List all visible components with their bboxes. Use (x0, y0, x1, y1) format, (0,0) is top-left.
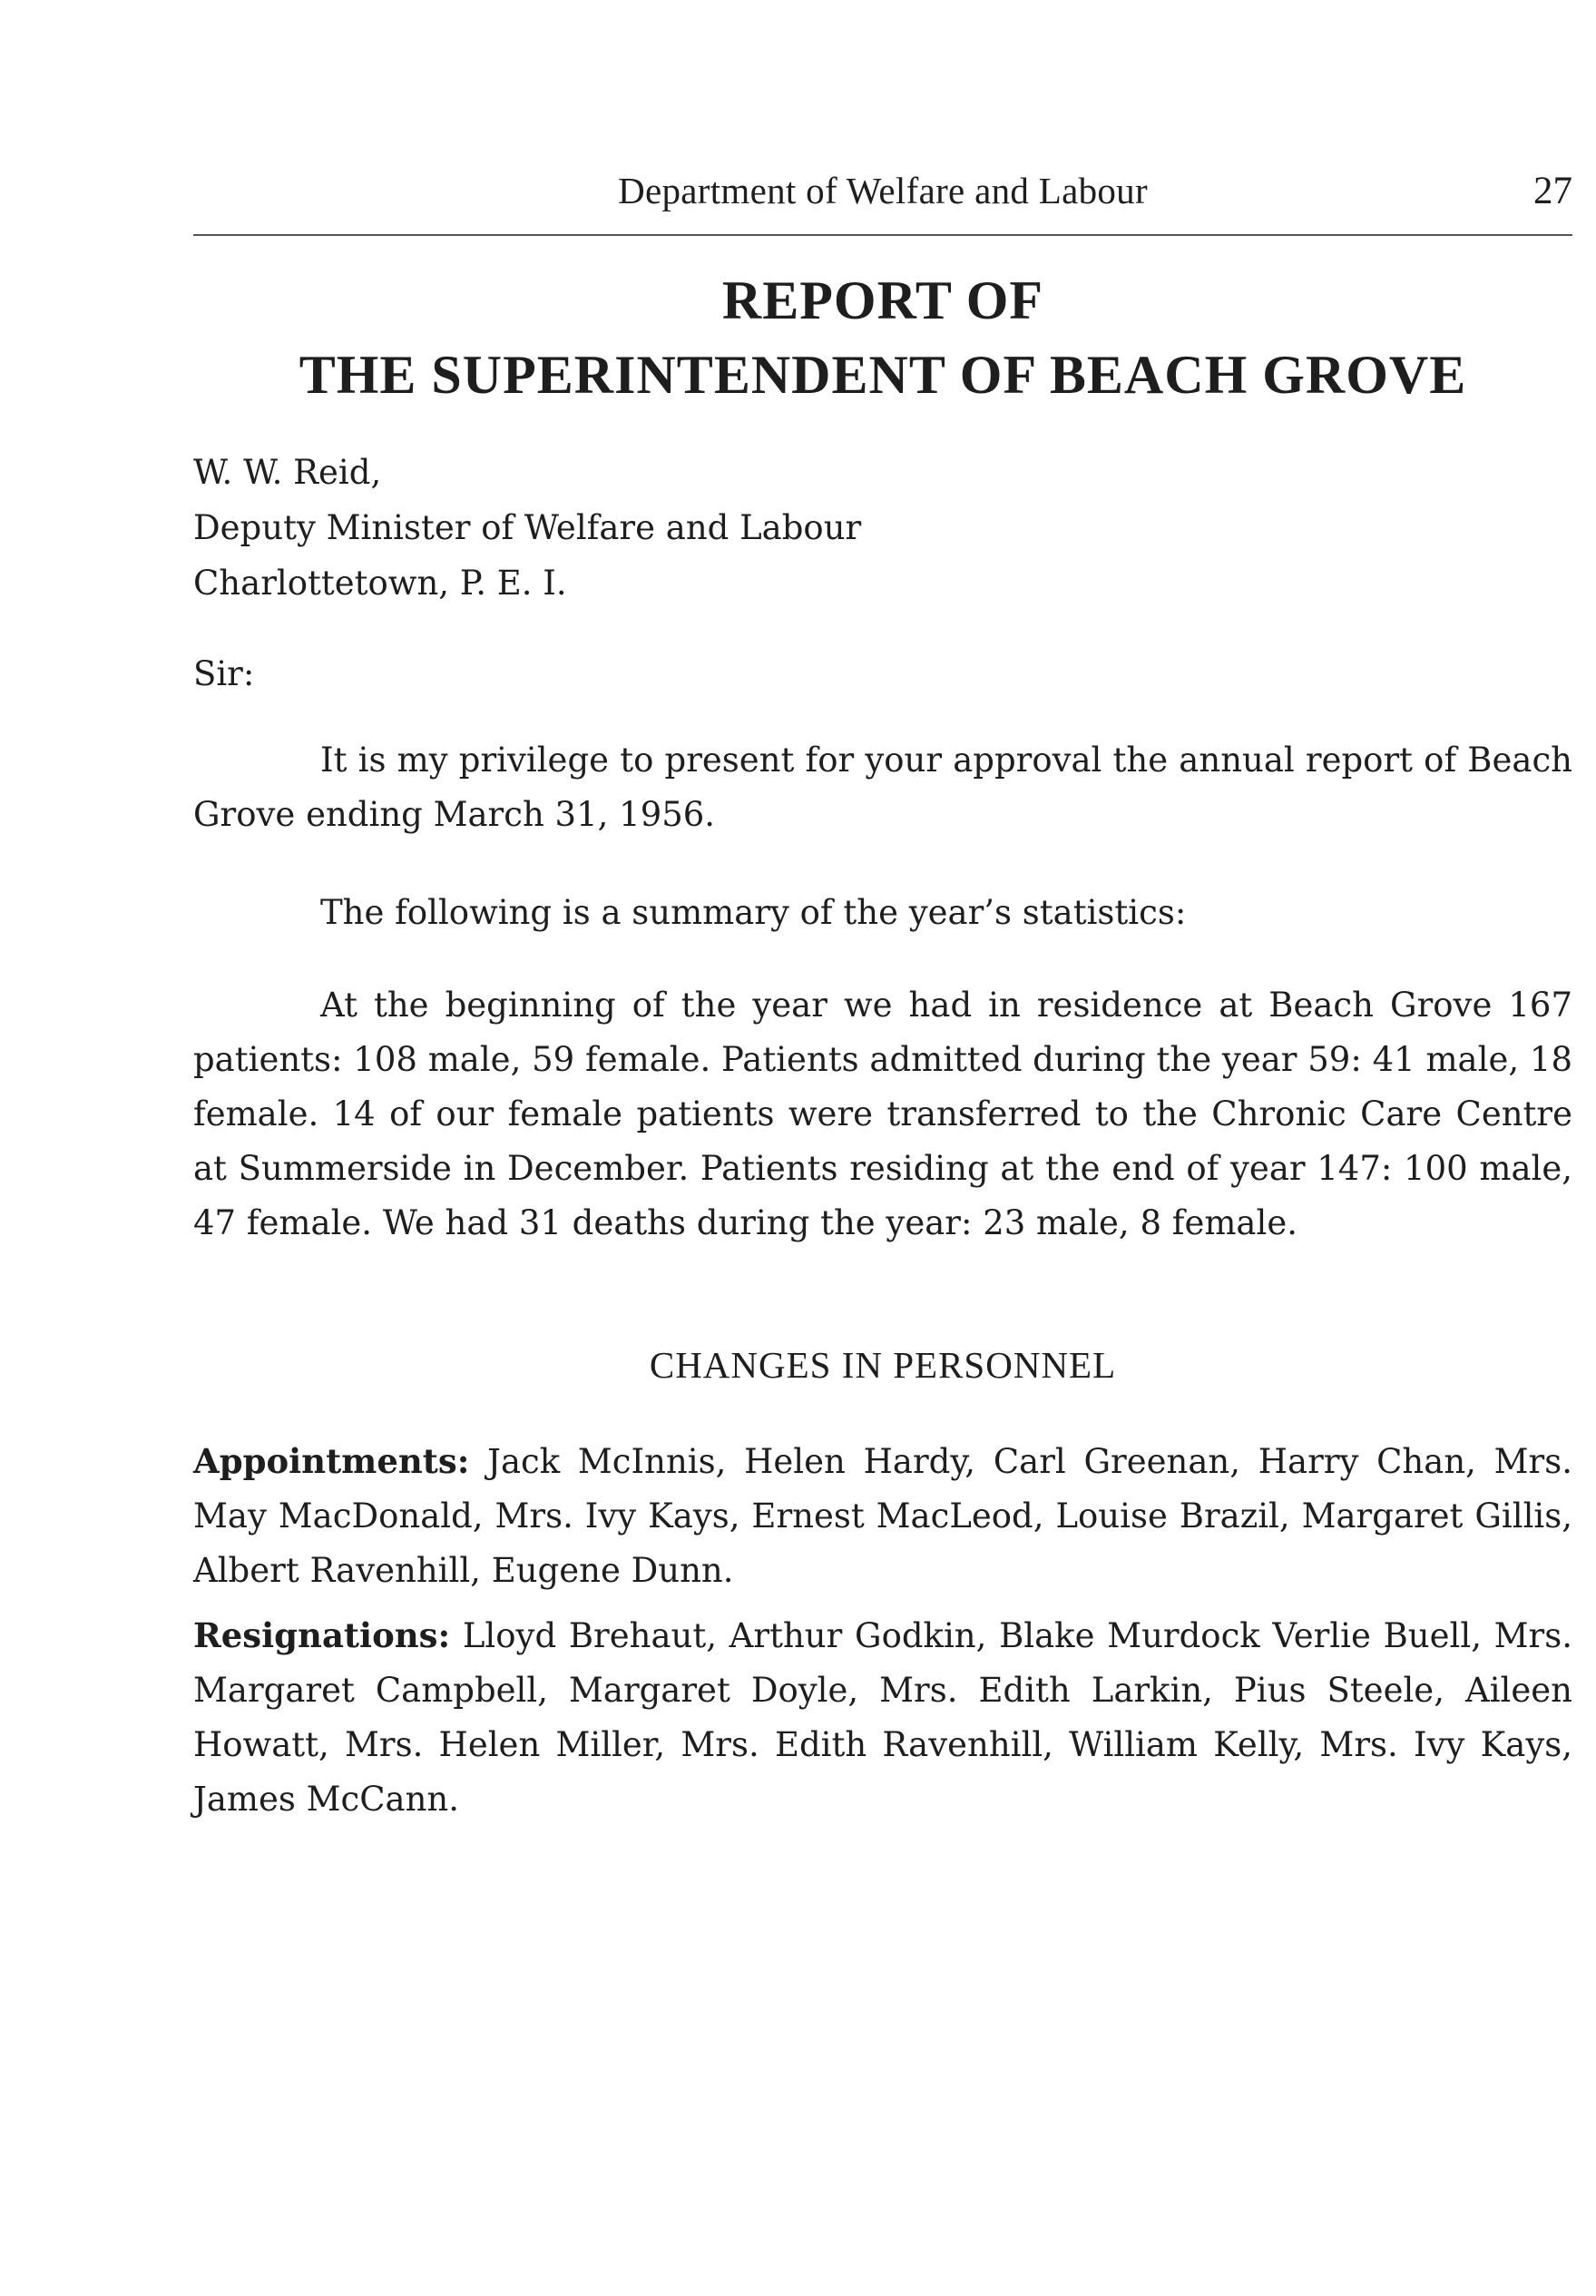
appointments-label: Appointments: (193, 1441, 470, 1481)
personnel-heading: CHANGES IN PERSONNEL (649, 1344, 1117, 1386)
summary-paragraph: The following is a summary of the year’s statistics: (320, 893, 1187, 932)
running-header (193, 169, 1572, 236)
addressee-location: Charlottetown, P. E. I. (193, 564, 567, 603)
resignations-list: Lloyd Brehaut, Arthur Godkin, Blake Murdock Verlie Buell, Mrs. Margaret Campbell, Margaret Doyle, Mrs. Edith Larkin, Pius Steele, Aileen Howatt, Mrs. Helen Miller, Mrs. Edith Ravenhill, William Kelly, Mrs. Ivy Kays, James McCann. (193, 1616, 1572, 1819)
addressee-block (193, 445, 861, 611)
resignations-label: Resignations: (193, 1615, 451, 1655)
addressee-position: Deputy Minister of Welfare and Labour (193, 508, 862, 547)
resignations-paragraph (193, 1608, 1572, 1827)
report-title (193, 263, 1572, 412)
appointments-list: Jack McInnis, Helen Hardy, Carl Greenan, Harry Chan, Mrs. May MacDonald, Mrs. Ivy Kays, Ernest MacLeod, Louise Brazil, Margaret Gillis, Albert Ravenhill, Eugene Dunn. (193, 1442, 1572, 1590)
statistics-paragraph: At the beginning of the year we had in residence at Beach Grove 167 patients: 108 male, 59 female. Patients admitted during the year 59: 41 male, 18 female. 14 of our female patients were transferred to the Chronic Care Centre at Summerside in December. Patients residing at the end of year 147: 100 male, 47 female. We had 31 deaths during the year: 23 male, 8 female. (193, 986, 1572, 1242)
addressee-name: W. W. Reid, (193, 453, 382, 492)
report-title-line-1: REPORT OF (721, 270, 1044, 330)
running-header-title: Department of Welfare and Labour (618, 170, 1148, 211)
appointments-paragraph (193, 1434, 1572, 1598)
salutation: Sir: (193, 654, 255, 693)
report-title-line-2: THE SUPERINTENDENT OF BEACH GROVE (299, 345, 1467, 405)
page-number: 27 (1533, 170, 1572, 212)
intro-paragraph: It is my privilege to present for your approval the annual report of Beach Grove ending March 31, 1956. (193, 741, 1572, 834)
